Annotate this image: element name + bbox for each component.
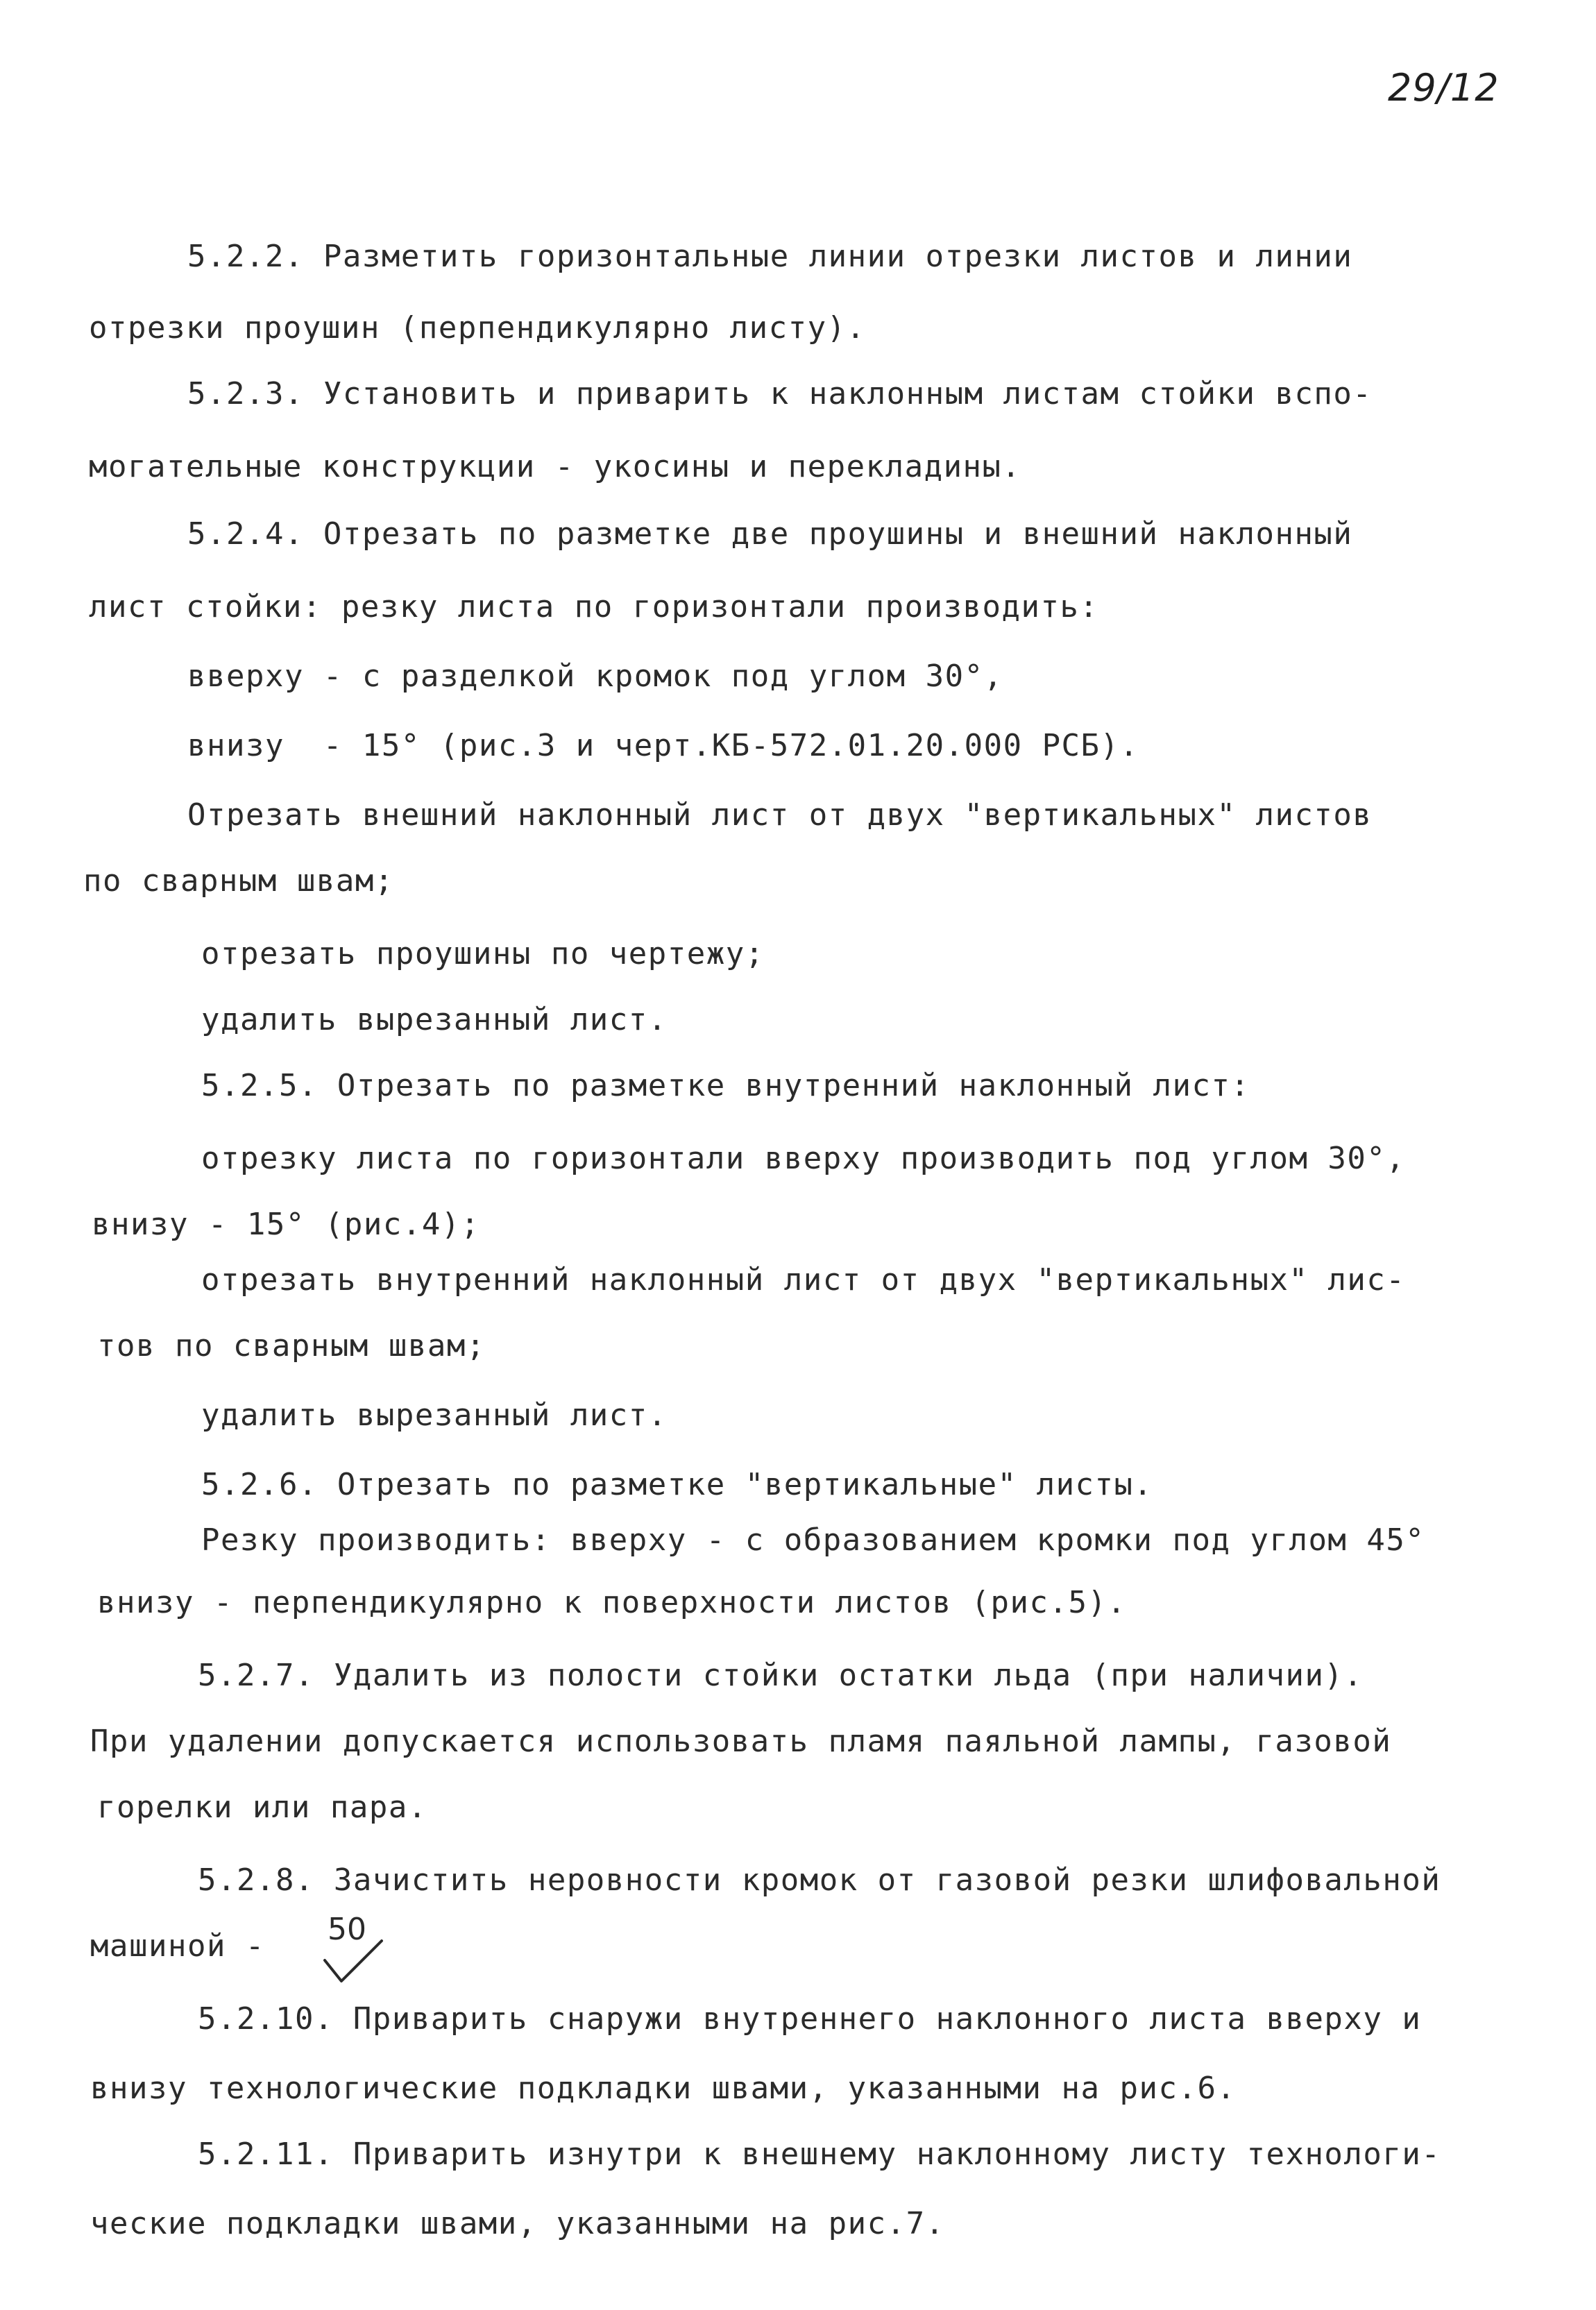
text-line: 5.2.11. Приварить изнутри к внешнему наклонному листу технологи- [198, 2137, 1441, 2172]
text-line: удалить вырезанный лист. [201, 1398, 668, 1433]
surface-roughness-symbol [321, 1912, 390, 1988]
text-line: отрезку листа по горизонтали вверху производить под углом 30°, [201, 1141, 1406, 1176]
text-line: отрезать проушины по чертежу; [201, 936, 765, 971]
text-line: 5.2.6. Отрезать по разметке "вертикальные" листы. [201, 1467, 1153, 1502]
page-number: 29/12 [1388, 66, 1500, 110]
text-line: машиной - [90, 1928, 265, 1964]
text-line: Отрезать внешний наклонный лист от двух "вертикальных" листов [187, 797, 1373, 833]
text-line: удалить вырезанный лист. [201, 1002, 668, 1037]
text-line: отрезать внутренний наклонный лист от двух "вертикальных" лис- [201, 1262, 1406, 1298]
text-line: внизу - перпендикулярно к поверхности листов (рис.5). [97, 1585, 1127, 1620]
text-line: ческие подкладки швами, указанными на рис.7. [90, 2206, 945, 2241]
text-line: Резку производить: вверху - с образованием кромки под углом 45° [201, 1522, 1425, 1558]
text-line: 5.2.3. Установить и приварить к наклонным листам стойки вспо- [187, 376, 1373, 411]
text-line: 5.2.8. Зачистить неровности кромок от газовой резки шлифовальной [198, 1862, 1441, 1898]
text-line: При удалении допускается использовать пламя паяльной лампы, газовой [90, 1724, 1392, 1759]
text-line: 5.2.10. Приварить снаружи внутреннего наклонного листа вверху и [198, 2001, 1422, 2037]
text-line: внизу - 15° (рис.4); [92, 1207, 480, 1242]
surface-roughness-check-icon [321, 1937, 390, 1985]
text-line: по сварным швам; [83, 863, 394, 899]
text-line: 5.2.7. Удалить из полости стойки остатки льда (при наличии). [198, 1658, 1364, 1693]
text-line: внизу - 15° (рис.3 и черт.КБ-572.01.20.000 РСБ). [187, 728, 1139, 763]
text-line: 5.2.4. Отрезать по разметке две проушины и внешний наклонный [187, 516, 1353, 552]
text-line: 5.2.5. Отрезать по разметке внутренний наклонный лист: [201, 1068, 1250, 1103]
text-line: горелки или пара. [97, 1790, 427, 1825]
roughness-value: 50 [328, 1912, 366, 1947]
text-line: вверху - с разделкой кромок под углом 30°, [187, 659, 1003, 694]
text-line: тов по сварным швам; [97, 1328, 486, 1364]
text-line: отрезки проушин (перпендикулярно листу). [89, 310, 866, 346]
text-line: 5.2.2. Разметить горизонтальные линии отрезки листов и линии [187, 239, 1353, 274]
text-line: внизу технологические подкладки швами, указанными на рис.6. [90, 2071, 1237, 2106]
text-line: могательные конструкции - укосины и перекладины. [89, 449, 1021, 484]
text-line: лист стойки: резку листа по горизонтали производить: [89, 589, 1099, 625]
